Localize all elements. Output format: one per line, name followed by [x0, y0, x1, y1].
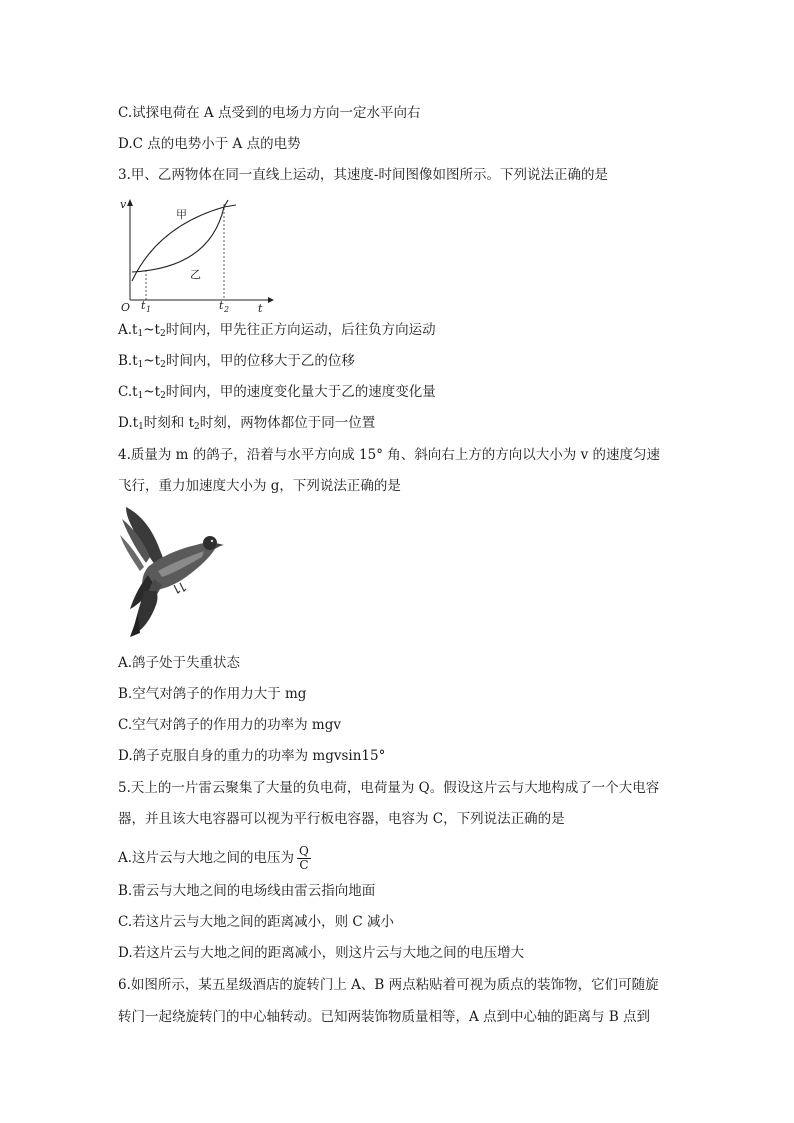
q4-option-b: B.空气对鸽子的作用力大于 mg — [118, 686, 307, 702]
q5-option-a — [118, 843, 311, 873]
curve-yi-label: 乙 — [190, 268, 201, 281]
velocity-time-graph — [118, 196, 278, 314]
q5-stem-line1: 5.天上的一片雷云聚集了大量的负电荷，电荷量为 Q。假设这片云与大地构成了一个大电容 — [118, 780, 660, 796]
t-axis-label: t — [258, 302, 263, 314]
q5-option-d: D.若这片云与大地之间的距离减小，则这片云与大地之间的电压增大 — [118, 945, 525, 961]
fraction-denominator: C — [299, 858, 309, 872]
t2-label: t — [219, 299, 224, 312]
t-axis-arrow — [268, 297, 274, 303]
q5-stem-line2: 器，并且该大电容器可以视为平行板电容器，电容为 C，下列说法正确的是 — [118, 811, 565, 827]
q3-c-sub1: 1 — [137, 391, 144, 401]
q3-a-sub2: 2 — [159, 329, 166, 339]
q4-option-d: D.鸽子克服自身的重力的功率为 mgvsin15° — [118, 748, 386, 764]
q3-c-mid: ~t — [143, 384, 161, 400]
q4-stem-line2: 飞行，重力加速度大小为 g，下列说法正确的是 — [118, 478, 401, 494]
q5-option-c: C.若这片云与大地之间的距离减小，则 C 减小 — [118, 914, 395, 930]
q3-stem: 3.甲、乙两物体在同一直线上运动，其速度-时间图像如图所示。下列说法正确的是 — [118, 167, 608, 183]
v-axis-arrow — [127, 199, 133, 206]
q3-option-c — [118, 382, 436, 406]
q5-a-text: A.这片云与大地之间的电压为 — [118, 850, 295, 866]
t2-sub: 2 — [224, 305, 230, 314]
q5-a-fraction — [297, 845, 311, 872]
q3-b-sub2: 2 — [160, 360, 166, 370]
v-axis-label: v — [120, 198, 127, 211]
t1-sub: 1 — [146, 305, 152, 314]
t1-label: t — [141, 299, 146, 312]
q3-option-a — [118, 320, 436, 344]
q2-option-d: D.C 点的电势小于 A 点的电势 — [118, 136, 301, 152]
q4-option-c: C.空气对鸽子的作用力的功率为 mgv — [118, 717, 342, 733]
q3-option-b — [118, 351, 355, 375]
q3-a-prefix: A.t — [118, 322, 138, 338]
fraction-numerator: Q — [299, 844, 309, 858]
q2-option-c: C.试探电荷在 A 点受到的电场力方向一定水平向右 — [118, 105, 421, 121]
q3-d-sub1: 1 — [138, 422, 144, 432]
q3-a-rest: 时间内，甲先往正方向运动，后往负方向运动 — [165, 322, 436, 338]
q3-a-mid: ~t — [143, 322, 160, 338]
q3-a-sub1: 1 — [137, 329, 144, 339]
pigeon-image — [118, 505, 228, 640]
origin-label: O — [121, 301, 131, 314]
q3-b-rest: 时间内，甲的位移大于乙的位移 — [165, 353, 355, 369]
q4-option-a: A.鸽子处于失重状态 — [118, 655, 241, 671]
q4-stem-line1: 4.质量为 m 的鸽子，沿着与水平方向成 15° 角、斜向右上方的方向以大小为 v 的速度匀速 — [118, 447, 660, 463]
q5-option-b: B.雷云与大地之间的电场线由雷云指向地面 — [118, 883, 376, 899]
q3-d-sub2: 2 — [194, 422, 200, 432]
q3-c-sub2: 2 — [160, 391, 166, 401]
q6-stem-line1: 6.如图所示，某五星级酒店的旋转门上 A、B 两点粘贴着可视为质点的装饰物，它们可随旋 — [118, 977, 659, 993]
q3-b-prefix: B.t — [118, 353, 138, 369]
q3-c-prefix: C.t — [118, 384, 138, 400]
q3-c-rest: 时间内，甲的速度变化量大于乙的速度变化量 — [165, 384, 436, 400]
q3-d-rest: 时刻，两物体都位于同一位置 — [199, 415, 376, 431]
q6-stem-line2: 转门一起绕旋转门的中心轴转动。已知两装饰物质量相等，A 点到中心轴的距离与 B 点到 — [118, 1009, 651, 1025]
q3-d-prefix: D.t — [118, 415, 139, 431]
q3-b-mid: ~t — [143, 353, 161, 369]
q3-option-d — [118, 413, 375, 437]
curve-jia-label: 甲 — [176, 208, 187, 221]
q3-d-mid: 时刻和 t — [143, 415, 195, 431]
q3-b-sub1: 1 — [137, 360, 144, 370]
